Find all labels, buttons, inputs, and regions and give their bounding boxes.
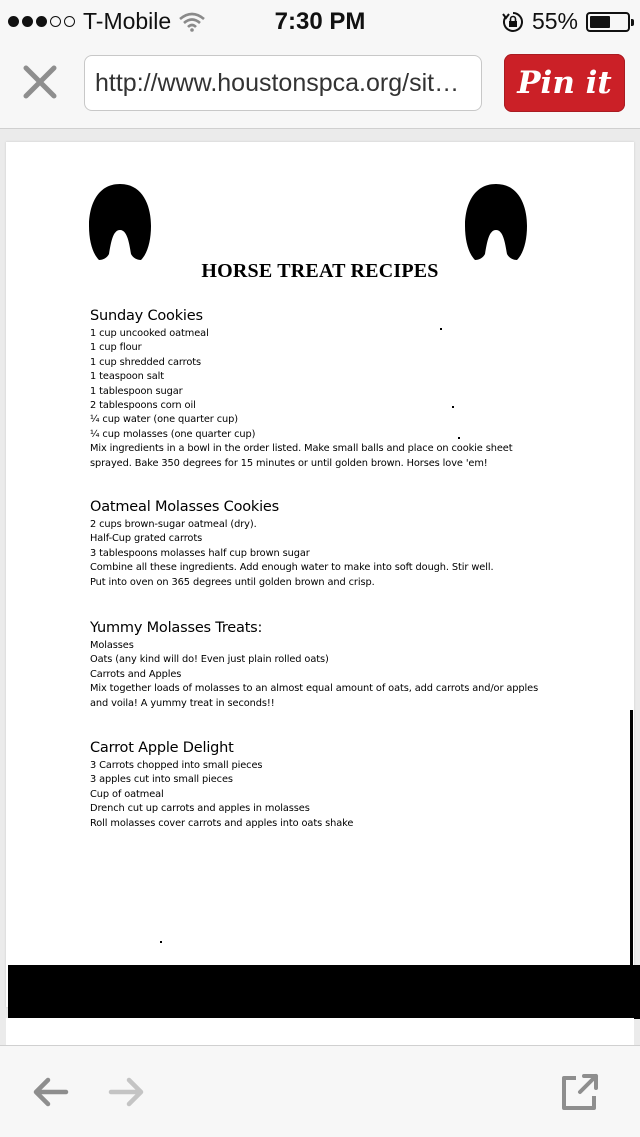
- recipe-document: [6, 142, 634, 1007]
- browser-header: [0, 40, 640, 129]
- horseshoe-hoof-icon: [89, 184, 151, 260]
- recipe-line: ¼ cup molasses (one quarter cup): [90, 428, 256, 440]
- recipe-line: Carrots and Apples: [90, 668, 182, 680]
- recipe-line: 1 teaspoon salt: [90, 371, 165, 383]
- orientation-lock-icon: [502, 11, 524, 33]
- recipe-sunday-cookies: [90, 308, 560, 471]
- recipe-carrot-apple-delight: [90, 740, 560, 831]
- battery-percentage: 55%: [531, 8, 578, 34]
- recipe-line: 3 tablespoons molasses half cup brown sugar: [90, 547, 310, 559]
- recipe-line: 1 cup shredded carrots: [90, 356, 202, 368]
- recipe-line: and voila! A yummy treat in seconds!!: [90, 697, 275, 709]
- recipe-line: 2 cups brown-sugar oatmeal (dry).: [90, 519, 257, 530]
- recipe-line: Combine all these ingredients. Add enough water to make into soft dough. Stir well.: [90, 562, 494, 574]
- carrier-name: T-Mobile: [83, 8, 172, 34]
- recipe-line: Oats (any kind will do! Even just plain rolled oats): [90, 654, 329, 666]
- recipe-yummy-molasses-treats: [90, 620, 560, 711]
- web-content[interactable]: [0, 129, 640, 1045]
- recipe-line: Roll molasses cover carrots and apples into oats shake: [90, 817, 354, 829]
- open-external-icon[interactable]: [558, 1070, 602, 1114]
- battery-level: [590, 16, 610, 28]
- scan-speck: [452, 406, 454, 408]
- url-field[interactable]: http://www.houstonspca.org/sit…: [84, 55, 482, 111]
- status-bar: [0, 0, 640, 40]
- recipe-title: Carrot Apple Delight: [90, 740, 234, 756]
- recipe-line: 3 Carrots chopped into small pieces: [90, 760, 263, 771]
- document-title: HORSE TREAT RECIPES: [201, 260, 439, 282]
- status-right: [502, 8, 630, 35]
- recipe-line: Put into oven on 365 degrees until golden brown and crisp.: [90, 576, 375, 588]
- forward-arrow-icon[interactable]: [105, 1070, 149, 1114]
- scan-edge-line: [630, 710, 633, 972]
- scan-speck: [160, 941, 162, 943]
- horseshoe-hoof-icon: [465, 184, 527, 260]
- scan-speck: [458, 437, 460, 439]
- recipe-line: Mix together loads of molasses to an almost equal amount of oats, add carrots and/or apples: [90, 683, 539, 695]
- clock: 7:30 PM: [274, 8, 366, 35]
- pin-it-button[interactable]: Pin it: [504, 54, 625, 112]
- recipe-title: Yummy Molasses Treats:: [90, 620, 263, 636]
- recipe-line: Molasses: [90, 640, 134, 651]
- recipe-line: 1 cup flour: [90, 342, 142, 354]
- recipe-line: sprayed. Bake 350 degrees for 15 minutes or until golden brown. Horses love 'em!: [90, 457, 488, 469]
- recipe-line: Cup of oatmeal: [90, 788, 164, 800]
- recipe-line: 2 tablespoons corn oil: [90, 400, 196, 412]
- recipe-line: 1 tablespoon sugar: [90, 385, 183, 397]
- recipe-line: Half-Cup grated carrots: [90, 533, 203, 545]
- scan-speck: [440, 328, 442, 330]
- bottom-toolbar: [0, 1045, 640, 1137]
- recipe-line: 1 cup uncooked oatmeal: [90, 328, 209, 339]
- scan-black-band: [8, 965, 640, 1019]
- recipe-line: ¼ cup water (one quarter cup): [90, 414, 238, 426]
- recipe-title: Sunday Cookies: [90, 308, 203, 324]
- recipe-line: Mix ingredients in a bowl in the order listed. Make small balls and place on cookie sheet: [90, 443, 513, 455]
- next-content-card: [6, 1018, 634, 1045]
- close-icon[interactable]: [20, 62, 60, 102]
- back-arrow-icon[interactable]: [28, 1070, 72, 1114]
- recipe-oatmeal-molasses-cookies: [90, 499, 560, 590]
- recipe-title: Oatmeal Molasses Cookies: [90, 499, 280, 515]
- recipe-line: 3 apples cut into small pieces: [90, 774, 233, 786]
- battery-icon: [586, 12, 630, 32]
- recipe-line: Drench cut up carrots and apples in molasses: [90, 803, 310, 815]
